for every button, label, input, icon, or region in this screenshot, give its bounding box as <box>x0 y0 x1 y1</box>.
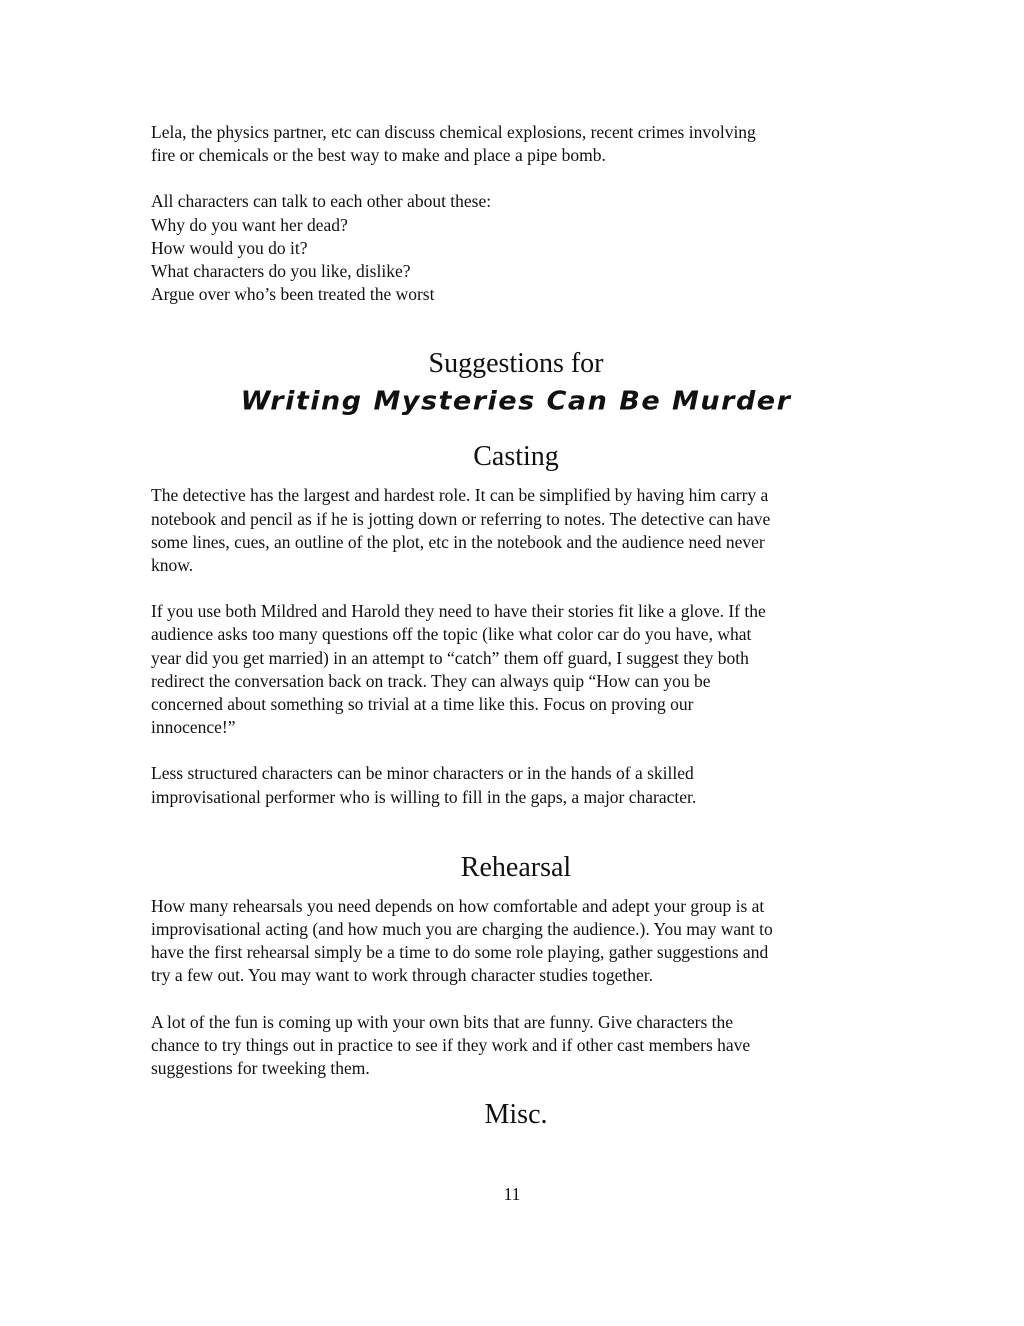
rehearsal-paragraph-count: How many rehearsals you need depends on how comfortable and adept your group is at improvisational acting (and how much you are charging the audience.). You may want to have the first rehearsal simply be a time to do some role playing, gather suggestions and try a few out. You may want to work through character studies together. <box>151 895 773 986</box>
casting-paragraph-mildred-harold: If you use both Mildred and Harold they need to have their stories fit like a glove. If the audience asks too many questions off the topic (like what color car do you have, what year did you get married) in an attempt to “catch” them off guard, I suggest they both redirect the conversation back on track. They can always quip “How can you be concerned about something so trivial at a time like this. Focus on proving our innocence!” <box>151 601 766 738</box>
list-item: What characters do you like, dislike? <box>151 261 411 282</box>
misc-heading: Misc. <box>484 1099 548 1131</box>
page-content <box>151 121 881 1132</box>
discussion-list-lead: All characters can talk to each other about these: <box>151 191 492 212</box>
page-number: 11 <box>503 1184 521 1204</box>
discussion-list <box>151 190 881 306</box>
book-title: Writing Mysteries Can Be Murder <box>240 387 792 417</box>
casting-heading: Casting <box>473 441 559 473</box>
casting-paragraph-minor-characters: Less structured characters can be minor characters or in the hands of a skilled improvisational performer who is willing to fill in the gaps, a major character. <box>151 763 697 807</box>
list-item: How would you do it? <box>151 237 308 258</box>
intro-paragraph: Lela, the physics partner, etc can discuss chemical explosions, recent crimes involving fire or chemicals or the best way to make and place a pipe bomb. <box>151 122 756 166</box>
list-item: Why do you want her dead? <box>151 214 348 235</box>
casting-paragraph-detective: The detective has the largest and hardest role. It can be simplified by having him carry a notebook and pencil as if he is jotting down or referring to notes. The detective can have some lines, cues, an outline of the plot, etc in the notebook and the audience need never know. <box>151 485 771 576</box>
rehearsal-heading: Rehearsal <box>460 851 572 883</box>
rehearsal-paragraph-fun: A lot of the fun is coming up with your own bits that are funny. Give characters the chance to try things out in practice to see if they work and if other cast members have suggestions for tweeking them. <box>151 1011 751 1079</box>
suggestions-heading: Suggestions for <box>428 348 604 380</box>
list-item: Argue over who’s been treated the worst <box>151 284 435 305</box>
